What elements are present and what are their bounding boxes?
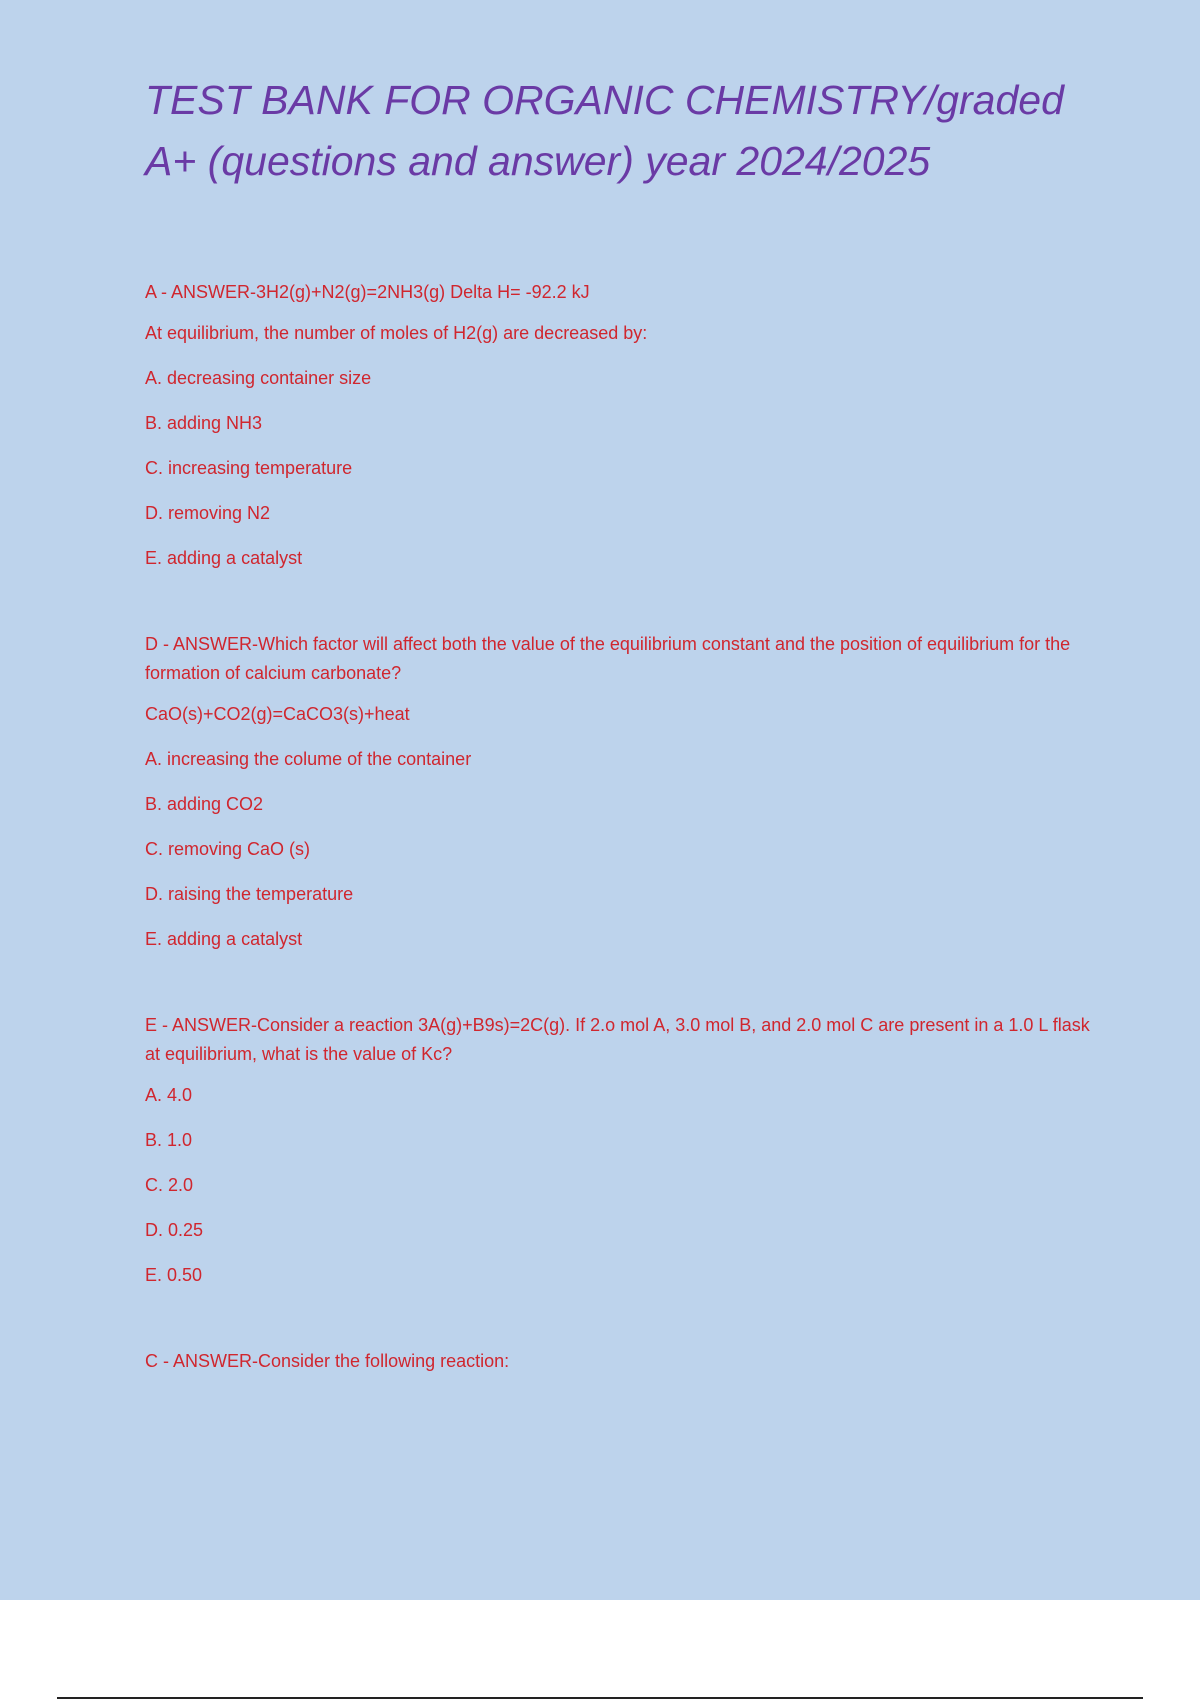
answer-option: E. adding a catalyst — [145, 929, 303, 949]
answer-option: B. 1.0 — [145, 1130, 193, 1150]
question-prompt: E - ANSWER-Consider a reaction 3A(g)+B9s)=2C(g). If 2.o mol A, 3.0 mol B, and 2.0 mol C are present in a 1.0 L flask at equilibrium, what is the value of Kc? — [145, 1015, 1090, 1064]
answer-option: A. increasing the colume of the container — [145, 749, 472, 769]
question-block — [145, 1347, 1105, 1376]
question-block — [145, 630, 1105, 954]
answer-option: B. adding NH3 — [145, 413, 263, 433]
answer-option: A. 4.0 — [145, 1085, 193, 1105]
answer-option: C. removing CaO (s) — [145, 839, 311, 859]
document-title: TEST BANK FOR ORGANIC CHEMISTRY/graded A+ (questions and answer) year 2024/2025 — [145, 77, 1064, 184]
question-prompt: A - ANSWER-3H2(g)+N2(g)=2NH3(g) Delta H= -92.2 kJ — [145, 282, 590, 302]
question-equation: CaO(s)+CO2(g)=CaCO3(s)+heat — [145, 704, 410, 724]
question-stem: At equilibrium, the number of moles of H2(g) are decreased by: — [145, 323, 648, 343]
question-block — [145, 1011, 1105, 1290]
answer-option: E. 0.50 — [145, 1265, 203, 1285]
question-prompt: D - ANSWER-Which factor will affect both the value of the equilibrium constant and the position of equilibrium for the formation of calcium carbonate? — [145, 634, 1071, 683]
answer-option: C. increasing temperature — [145, 458, 353, 478]
answer-option: D. raising the temperature — [145, 884, 354, 904]
answer-option: C. 2.0 — [145, 1175, 194, 1195]
question-block — [145, 278, 1105, 573]
answer-option: E. adding a catalyst — [145, 548, 303, 568]
answer-option: D. removing N2 — [145, 503, 271, 523]
answer-option: A. decreasing container size — [145, 368, 372, 388]
document-content — [145, 70, 1105, 1376]
question-prompt: C - ANSWER-Consider the following reaction: — [145, 1351, 510, 1371]
footer-divider — [57, 1697, 1143, 1699]
answer-option: D. 0.25 — [145, 1220, 204, 1240]
answer-option: B. adding CO2 — [145, 794, 264, 814]
